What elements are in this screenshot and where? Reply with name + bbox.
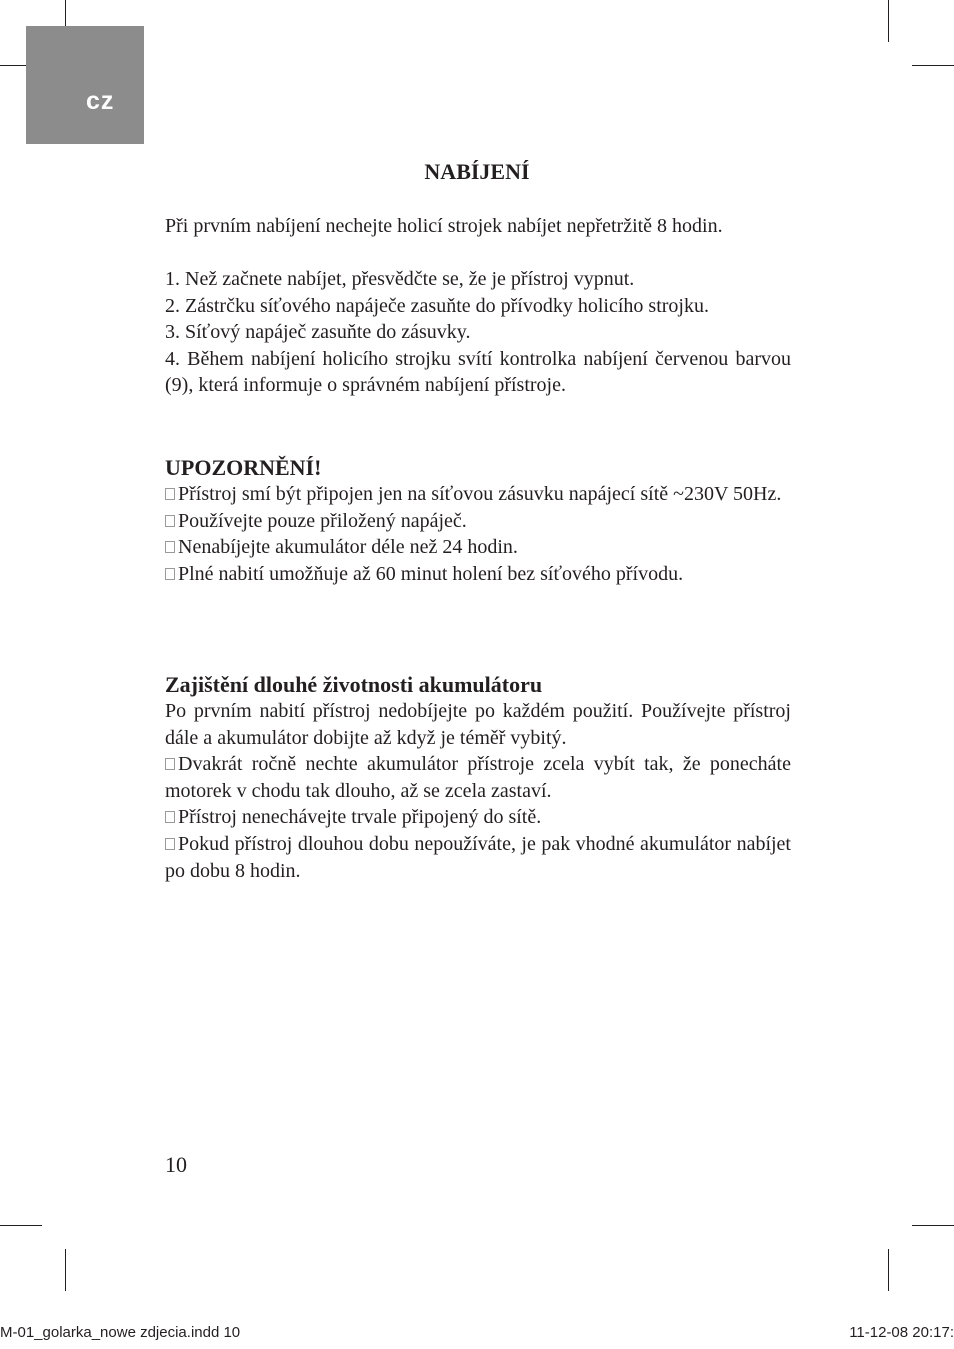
charging-step: 3. Síťový napáječ zasuňte do zásuvky. (165, 321, 471, 344)
language-tab (26, 26, 144, 144)
warning-item: Přístroj smí být připojen jen na síťovou zásuvku napájecí sítě ~230V 50Hz. (165, 481, 791, 508)
charging-steps (165, 266, 791, 399)
warning-heading: UPOZORNĚNÍ! (165, 455, 322, 480)
crop-mark (0, 1225, 42, 1226)
bullet-box-icon (165, 488, 175, 500)
battery-item: Dvakrát ročně nechte akumulátor přístroje zcela vybít tak, že ponecháte motorek v chodu tak dlouho, až se zcela zastaví. (165, 753, 791, 802)
bullet-box-icon (165, 758, 175, 770)
battery-intro: Po prvním nabití přístroj nedobíjejte po každém použití. Používejte přístroj dále a akumulátor dobijte až když je téměř vybitý. (165, 700, 791, 749)
language-tab-label: cz (86, 87, 115, 115)
battery-heading: Zajištění dlouhé životnosti akumulátoru (165, 672, 543, 697)
crop-mark (912, 1225, 954, 1226)
bullet-box-icon (165, 568, 175, 580)
battery-item: Pokud přístroj dlouhou dobu nepoužíváte, je pak vhodné akumulátor nabíjet po dobu 8 hodin. (165, 832, 791, 882)
bullet-box-icon (165, 838, 175, 850)
crop-mark (65, 1249, 66, 1291)
crop-mark (888, 1249, 889, 1291)
crop-mark (912, 65, 954, 66)
charging-intro-block (165, 213, 791, 240)
battery-section (165, 671, 791, 884)
footer-timestamp: 11-12-08 20:17: (849, 1324, 954, 1341)
footer-file-name: M-01_golarka_nowe zdjecia.indd 10 (0, 1324, 241, 1341)
warning-item: Používejte pouze přiložený napáječ. (165, 508, 791, 535)
bullet-box-icon (165, 811, 175, 823)
page-number: 10 (165, 1152, 187, 1177)
bullet-box-icon (165, 541, 175, 553)
charging-step: 4. Během nabíjení holicího strojku svítí kontrolka nabíjení červenou barvou (9), která informuje o správném nabíjení přístroje. (165, 347, 791, 397)
battery-item: Přístroj nenechávejte trvale připojený do sítě. (165, 804, 791, 831)
section-title-charging: NABÍJENÍ (424, 159, 530, 184)
crop-mark (888, 0, 889, 42)
warning-item: Nenabíjejte akumulátor déle než 24 hodin. (165, 534, 791, 561)
charging-step: 2. Zástrčku síťového napáječe zasuňte do přívodky holicího strojku. (165, 294, 709, 317)
charging-intro: Při prvním nabíjení nechejte holicí strojek nabíjet nepřetržitě 8 hodin. (165, 215, 723, 237)
warning-section (165, 454, 791, 587)
warning-item: Plné nabití umožňuje až 60 minut holení bez síťového přívodu. (165, 561, 791, 588)
charging-step: 1. Než začnete nabíjet, přesvědčte se, že je přístroj vypnut. (165, 268, 635, 290)
bullet-box-icon (165, 515, 175, 527)
